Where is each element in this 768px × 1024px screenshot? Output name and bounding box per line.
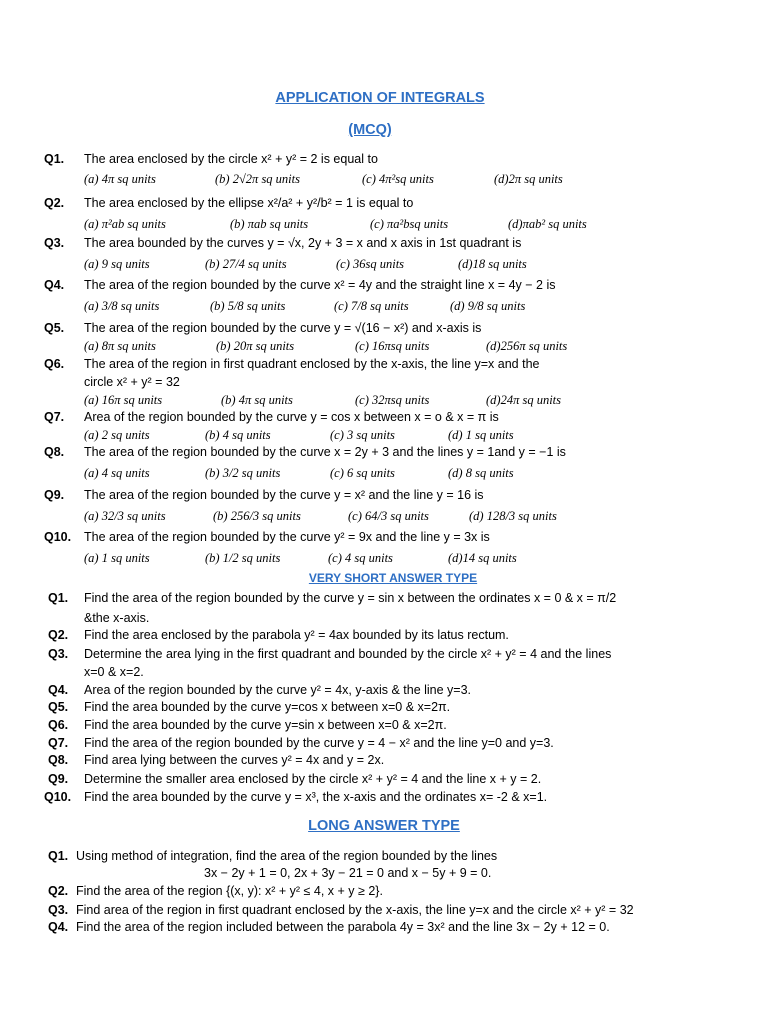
mcq-option: (c) 6 sq units <box>330 466 395 480</box>
vsa-question: Find the area of the region bounded by the curve y = sin x between the ordinates x = 0 & x = π/2 <box>84 591 617 605</box>
mcq-option: (d) 8 sq units <box>448 466 514 480</box>
mcq-option: (d)2π sq units <box>494 172 563 186</box>
la-number: Q4. <box>48 920 69 934</box>
mcq-question: The area of the region bounded by the curve x² = 4y and the straight line x = 4y − 2 is <box>84 278 556 292</box>
mcq-option: (b) 1/2 sq units <box>205 551 281 565</box>
mcq-option: (a) 2 sq units <box>84 428 150 442</box>
vsa-number: Q1. <box>48 591 69 605</box>
mcq-option: (a) 4π sq units <box>84 172 156 186</box>
mcq-option: (b) 5/8 sq units <box>210 299 286 313</box>
vsa-heading: VERY SHORT ANSWER TYPE <box>308 571 478 585</box>
mcq-question-cont: circle x² + y² = 32 <box>84 375 180 389</box>
mcq-option: (a) 16π sq units <box>84 393 163 407</box>
mcq-question: The area of the region bounded by the curve y = √(16 − x²) and x-axis is <box>84 321 482 335</box>
mcq-question: The area enclosed by the ellipse x²/a² + y²/b² = 1 is equal to <box>84 196 414 210</box>
mcq-number: Q9. <box>44 488 65 502</box>
vsa-question-cont: &the x-axis. <box>84 611 150 625</box>
vsa-question: Determine the smaller area enclosed by the circle x² + y² = 4 and the line x + y = 2. <box>84 772 542 786</box>
la-question-cont: 3x − 2y + 1 = 0, 2x + 3y − 21 = 0 and x − 5y + 9 = 0. <box>204 866 492 880</box>
mcq-option: (c) 64/3 sq units <box>348 509 429 523</box>
mcq-option: (d)πab² sq units <box>508 217 587 231</box>
la-number: Q3. <box>48 903 69 917</box>
vsa-question: Find the area bounded by the curve y=sin x between x=0 & x=2π. <box>84 718 447 732</box>
mcq-option: (c) πa²bsq units <box>370 217 449 231</box>
mcq-heading: (MCQ) <box>348 122 392 138</box>
vsa-question: Find the area bounded by the curve y=cos x between x=0 & x=2π. <box>84 700 451 714</box>
la-number: Q1. <box>48 849 69 863</box>
vsa-number: Q3. <box>48 647 69 661</box>
mcq-option: (b) 3/2 sq units <box>205 466 281 480</box>
mcq-number: Q2. <box>44 196 65 210</box>
mcq-option: (d)256π sq units <box>486 339 568 353</box>
mcq-option: (b) 20π sq units <box>216 339 295 353</box>
mcq-option: (d) 1 sq units <box>448 428 514 442</box>
vsa-number: Q10. <box>44 790 72 804</box>
mcq-option: (c) 7/8 sq units <box>334 299 409 313</box>
mcq-option: (a) 8π sq units <box>84 339 156 353</box>
mcq-number: Q4. <box>44 278 65 292</box>
mcq-number: Q1. <box>44 152 65 166</box>
mcq-option: (d)24π sq units <box>486 393 562 407</box>
mcq-option: (a) 3/8 sq units <box>84 299 160 313</box>
vsa-question: Area of the region bounded by the curve y² = 4x, y-axis & the line y=3. <box>84 683 472 697</box>
mcq-option: (d)18 sq units <box>458 257 527 271</box>
mcq-option: (c) 36sq units <box>336 257 405 271</box>
mcq-option: (c) 16πsq units <box>355 339 430 353</box>
mcq-option: (b) 2√2π sq units <box>215 172 300 186</box>
mcq-option: (c) 4 sq units <box>328 551 393 565</box>
mcq-question: Area of the region bounded by the curve y = cos x between x = o & x = π is <box>84 410 499 424</box>
mcq-question: The area enclosed by the circle x² + y² = 2 is equal to <box>84 152 378 166</box>
la-question: Find the area of the region {(x, y): x² + y² ≤ 4, x + y ≥ 2}. <box>76 884 383 898</box>
mcq-option: (c) 4π²sq units <box>362 172 434 186</box>
la-heading: LONG ANSWER TYPE <box>308 818 460 834</box>
mcq-number: Q3. <box>44 236 65 250</box>
mcq-option: (c) 32πsq units <box>355 393 430 407</box>
vsa-question: Find area lying between the curves y² = 4x and y = 2x. <box>84 753 385 767</box>
vsa-number: Q4. <box>48 683 69 697</box>
mcq-number: Q5. <box>44 321 65 335</box>
mcq-question: The area of the region bounded by the curve x = 2y + 3 and the lines y = 1and y = −1 is <box>84 445 566 459</box>
mcq-option: (b) πab sq units <box>230 217 309 231</box>
vsa-question: Find the area enclosed by the parabola y² = 4ax bounded by its latus rectum. <box>84 628 509 642</box>
mcq-option: (b) 27/4 sq units <box>205 257 287 271</box>
la-question: Using method of integration, find the area of the region bounded by the lines <box>76 849 498 863</box>
la-number: Q2. <box>48 884 69 898</box>
la-question: Find area of the region in first quadrant enclosed by the x-axis, the line y=x and the circle x² + y² = 32 <box>76 903 634 917</box>
mcq-option: (a) 9 sq units <box>84 257 150 271</box>
mcq-question: The area of the region bounded by the curve y = x² and the line y = 16 is <box>84 488 484 502</box>
mcq-question: The area bounded by the curves y = √x, 2y + 3 = x and x axis in 1st quadrant is <box>84 236 522 250</box>
mcq-number: Q7. <box>44 410 65 424</box>
mcq-number: Q10. <box>44 530 72 544</box>
vsa-question: Find the area bounded by the curve y = x³, the x-axis and the ordinates x= -2 & x=1. <box>84 790 548 804</box>
mcq-number: Q6. <box>44 357 65 371</box>
vsa-number: Q7. <box>48 736 69 750</box>
mcq-option: (b) 4π sq units <box>221 393 293 407</box>
mcq-option: (c) 3 sq units <box>330 428 395 442</box>
vsa-question-cont: x=0 & x=2. <box>84 665 144 679</box>
mcq-option: (a) 32/3 sq units <box>84 509 166 523</box>
mcq-option: (a) π²ab sq units <box>84 217 166 231</box>
mcq-option: (d) 9/8 sq units <box>450 299 526 313</box>
mcq-option: (b) 4 sq units <box>205 428 271 442</box>
mcq-option: (d)14 sq units <box>448 551 517 565</box>
vsa-number: Q9. <box>48 772 69 786</box>
vsa-number: Q5. <box>48 700 69 714</box>
mcq-option: (a) 4 sq units <box>84 466 150 480</box>
la-question: Find the area of the region included between the parabola 4y = 3x² and the line 3x − 2y + 12 = 0. <box>76 920 610 934</box>
mcq-option: (d) 128/3 sq units <box>469 509 557 523</box>
vsa-number: Q6. <box>48 718 69 732</box>
mcq-option: (a) 1 sq units <box>84 551 150 565</box>
mcq-option: (b) 256/3 sq units <box>213 509 301 523</box>
mcq-number: Q8. <box>44 445 65 459</box>
vsa-number: Q2. <box>48 628 69 642</box>
mcq-question: The area of the region in first quadrant enclosed by the x-axis, the line y=x and the <box>84 357 540 371</box>
mcq-question: The area of the region bounded by the curve y² = 9x and the line y = 3x is <box>84 530 490 544</box>
vsa-question: Determine the area lying in the first quadrant and bounded by the circle x² + y² = 4 and the lines <box>84 647 612 661</box>
vsa-question: Find the area of the region bounded by the curve y = 4 − x² and the line y=0 and y=3. <box>84 736 554 750</box>
page-title: APPLICATION OF INTEGRALS <box>275 90 485 106</box>
vsa-number: Q8. <box>48 753 69 767</box>
